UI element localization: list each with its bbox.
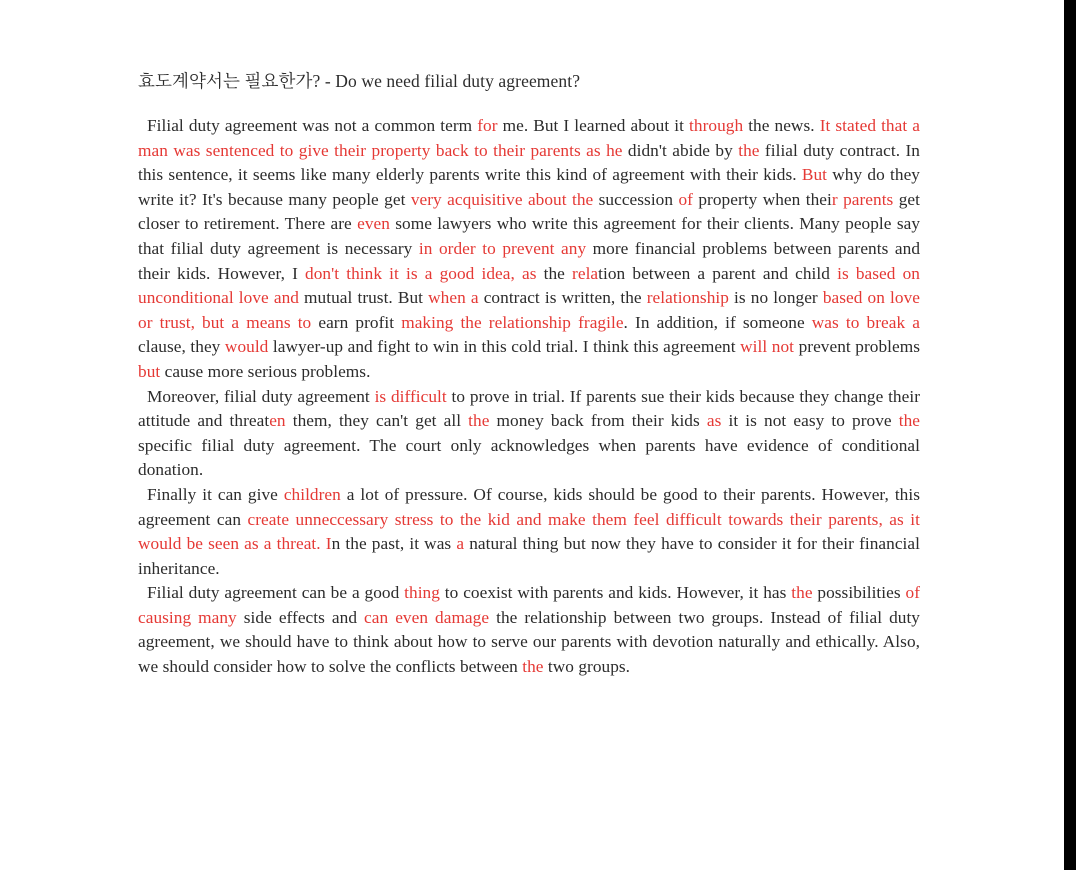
highlighted-text: r parents xyxy=(831,189,894,209)
highlighted-text: will not xyxy=(740,337,795,357)
paragraph-text: n the past, it was xyxy=(331,534,457,554)
paragraph xyxy=(138,114,920,385)
highlighted-text: the xyxy=(791,583,813,603)
paragraph-text: is no longer xyxy=(728,288,823,308)
paragraph-text: side effects and xyxy=(236,607,365,627)
highlighted-text: in order to prevent any xyxy=(418,238,587,258)
highlighted-text: a xyxy=(456,534,465,554)
highlighted-text: was to break a xyxy=(811,312,921,332)
paragraph-text: two groups. xyxy=(543,657,631,677)
highlighted-text: thing xyxy=(404,583,440,603)
highlighted-text: making the relationship fragile xyxy=(401,312,624,332)
paragraph xyxy=(138,483,920,581)
highlighted-text: very acquisitive about the xyxy=(410,189,594,209)
highlighted-text: based on love or trust, but a means to xyxy=(138,288,920,332)
paragraph-text: mutual trust. But xyxy=(298,288,429,308)
paragraph-text: me. But I learned about it xyxy=(497,116,690,135)
paragraph-text: get closer to retirement. There are xyxy=(138,189,920,234)
highlighted-text: is difficult xyxy=(374,386,447,406)
paragraph-text: natural thing but now they have to consider it for their financial inheritance. xyxy=(138,534,920,578)
highlighted-text: of causing many xyxy=(138,583,920,627)
highlighted-text: is based on unconditional love and xyxy=(138,263,920,308)
paragraph-text: specific filial duty agreement. The court only acknowledges when parents have evidence of conditional donation. xyxy=(138,435,920,480)
highlighted-text: the xyxy=(898,411,921,431)
highlighted-text: the xyxy=(468,411,490,431)
paragraph-text: possibilities xyxy=(812,583,906,603)
highlighted-text: But xyxy=(801,165,827,185)
paragraph-text: Finally it can give xyxy=(147,484,284,504)
highlighted-text: can even damage xyxy=(364,607,490,627)
paragraph-text: to prove in trial. If parents sue their kids because they change their attitude and threat xyxy=(138,386,920,431)
highlighted-text: en xyxy=(269,411,286,431)
paragraph-text: cause more serious problems. xyxy=(160,361,371,381)
paragraph-text: some lawyers who write this agreement for their clients. Many people say that filial duty agreement is necessary xyxy=(138,214,921,258)
highlighted-text: the xyxy=(522,657,544,677)
paragraph xyxy=(138,385,920,483)
paragraph-text: filial duty contract. In this sentence, it seems like many elderly parents write this kind of agreement with their kids. xyxy=(138,140,920,185)
highlighted-text: rela xyxy=(572,263,599,283)
paragraph-text: clause, they xyxy=(138,337,225,357)
window-edge xyxy=(1064,0,1076,870)
paragraph-text: it is not easy to prove xyxy=(721,411,899,431)
highlighted-text: as xyxy=(706,411,722,431)
highlighted-text: the xyxy=(738,140,760,160)
paragraph-text: earn profit xyxy=(311,312,402,332)
paragraph-text: contract is written, the xyxy=(478,288,647,308)
essay xyxy=(138,66,920,680)
highlighted-text: relationship xyxy=(646,288,729,308)
highlighted-text: would xyxy=(224,337,269,357)
essay-title: 효도계약서는 필요한가? - Do we need filial duty agreement? xyxy=(138,71,581,91)
paragraph-text: the news. xyxy=(743,116,820,135)
paragraph-text: didn't abide by xyxy=(622,140,739,160)
paragraph-text: more financial problems between parents and their kids. However, I xyxy=(138,238,921,283)
highlighted-text: don't think it is a good idea, as xyxy=(305,263,537,283)
essay-body xyxy=(138,114,920,680)
paragraph-text: . In addition, if someone xyxy=(623,312,812,332)
paragraph-text: prevent problems xyxy=(794,337,921,357)
highlighted-text: create unneccessary stress to the kid and make them feel difficult towards their parents, as it would be seen as a threat. I xyxy=(138,509,920,554)
paragraph-text: Filial duty agreement was not a common term xyxy=(147,116,478,135)
paragraph xyxy=(138,581,920,679)
paragraph-text: the xyxy=(536,263,573,283)
paragraph-text: to coexist with parents and kids. However, it has xyxy=(439,583,792,603)
highlighted-text: of xyxy=(678,189,693,209)
highlighted-text: but xyxy=(138,361,161,381)
paragraph-text: the relationship between two groups. Instead of filial duty agreement, we should have to think about how to serve our parents with devotion naturally and ethically. Also, we should consider how to solve the conflicts between xyxy=(138,607,920,677)
paragraph-text: tion between a parent and child xyxy=(598,263,838,283)
paragraph-text: succession xyxy=(593,189,679,209)
paragraph-text: Moreover, filial duty agreement xyxy=(147,386,375,406)
paragraph-text: them, they can't get all xyxy=(285,411,469,431)
highlighted-text: through xyxy=(689,116,744,135)
paragraph-text: money back from their kids xyxy=(489,411,707,431)
paragraph-text: a lot of pressure. Of course, kids should be good to their parents. However, this agreement can xyxy=(138,484,920,529)
highlighted-text: It stated that a man was sentenced to give their property back to their parents as he xyxy=(138,116,920,160)
highlighted-text: for xyxy=(477,116,498,135)
paragraph-text: Filial duty agreement can be a good xyxy=(147,583,405,603)
highlighted-text: children xyxy=(283,484,341,504)
paragraph-text: why do they write it? It's because many people get xyxy=(138,165,920,209)
highlighted-text: even xyxy=(357,214,390,234)
paragraph-text: lawyer-up and fight to win in this cold trial. I think this agreement xyxy=(268,337,741,357)
highlighted-text: when a xyxy=(428,288,479,308)
paragraph-text: property when thei xyxy=(692,189,832,209)
